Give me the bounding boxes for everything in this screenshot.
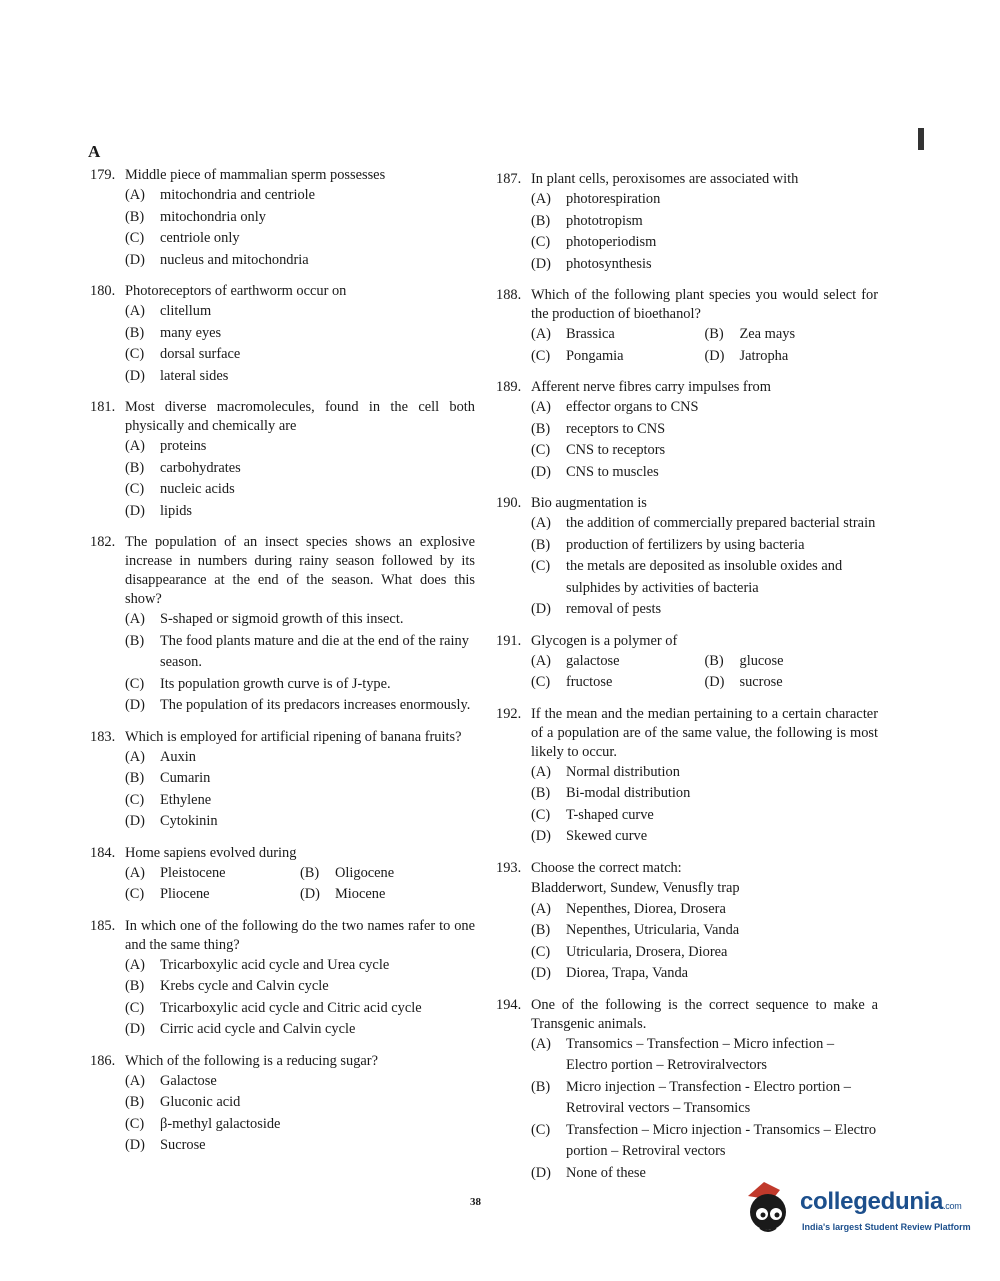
question-header <box>90 1052 475 1071</box>
option-text: Gluconic acid <box>160 1094 241 1110</box>
question-text: Photoreceptors of earthworm occur on <box>125 283 347 299</box>
question-block <box>496 378 878 483</box>
question-text: Which is employed for artificial ripening of banana fruits? <box>125 728 462 745</box>
right-column <box>496 170 878 1195</box>
option-label: (A) <box>531 515 551 531</box>
option-label: (D) <box>531 828 551 844</box>
option-label: (D) <box>125 367 145 384</box>
logo-wordmark: collegedunia.com <box>800 1188 962 1215</box>
option-label: (A) <box>531 399 551 415</box>
options-grid <box>531 651 878 694</box>
option-row <box>125 747 475 769</box>
question-block <box>496 859 878 985</box>
question-number: 187. <box>496 171 522 187</box>
question-number: 188. <box>496 287 522 303</box>
options-grid <box>125 863 475 906</box>
option-row <box>531 783 878 805</box>
question-number: 180. <box>90 283 116 299</box>
option-label: (D) <box>704 347 725 364</box>
question-block <box>496 632 878 694</box>
option-row <box>125 1114 475 1136</box>
option-label: (B) <box>300 864 320 881</box>
options-list <box>531 1034 878 1185</box>
option-label: (A) <box>125 1072 145 1089</box>
option-row <box>531 899 878 921</box>
option-label: (C) <box>125 1115 145 1132</box>
question-text: If the mean and the median pertaining to a certain character of a population are of the same value, the following is most likely to occur. <box>531 705 878 760</box>
option-label: (C) <box>125 886 145 902</box>
option-row <box>531 1120 878 1163</box>
options-list <box>125 436 475 522</box>
option-text: Its population growth curve is of J-type. <box>160 675 391 692</box>
question-block <box>90 533 475 717</box>
question-number: 185. <box>90 917 116 934</box>
option-label: (B) <box>125 459 145 476</box>
option-text: lipids <box>160 502 192 519</box>
question-block <box>90 166 475 271</box>
option-row <box>531 651 705 673</box>
option-text: Bi-modal distribution <box>566 785 691 801</box>
option-text: receptors to CNS <box>566 420 666 437</box>
question-header <box>90 398 475 436</box>
question-text: Bio augmentation is <box>531 495 647 511</box>
question-header <box>496 170 878 189</box>
option-label: (A) <box>531 191 551 207</box>
option-row <box>125 631 475 674</box>
option-text: mitochondria only <box>160 208 266 225</box>
option-label: (C) <box>531 674 551 690</box>
option-row <box>531 826 878 848</box>
option-text: Brassica <box>566 326 615 342</box>
option-label: (C) <box>531 806 551 823</box>
option-label: (D) <box>125 1137 145 1153</box>
question-number: 181. <box>90 399 116 415</box>
option-row <box>531 963 878 985</box>
options-list <box>125 955 475 1041</box>
option-label: (B) <box>704 652 724 669</box>
option-label: (C) <box>531 234 551 250</box>
question-header <box>496 632 878 651</box>
option-label: (A) <box>531 652 551 669</box>
option-label: (D) <box>531 601 551 617</box>
option-text: β-methyl galactoside <box>160 1115 281 1132</box>
question-text: Most diverse macromolecules, found in the cell both physically and chemically are <box>125 399 475 434</box>
option-label: (C) <box>531 1121 551 1138</box>
logo-tagline: India's largest Student Review Platform <box>802 1222 971 1232</box>
question-number: 194. <box>496 996 522 1013</box>
question-text: The population of an insect species shows an explosive increase in numbers during rainy season followed by its disappearance at the end of the season. What does this show? <box>125 534 475 607</box>
option-row <box>531 762 878 784</box>
options-list <box>125 609 475 717</box>
option-label: (B) <box>531 536 551 553</box>
option-label: (A) <box>125 956 145 973</box>
options-list <box>125 185 475 271</box>
option-text: Pongamia <box>566 347 624 364</box>
question-number: 182. <box>90 534 116 550</box>
option-label: (D) <box>125 697 145 713</box>
option-text: Transfection – Micro injection - Transomics – Electro portion – Retroviral vectors <box>566 1121 877 1159</box>
option-row <box>531 440 878 462</box>
option-text: sucrose <box>739 674 783 690</box>
question-header <box>90 533 475 609</box>
options-list <box>531 899 878 985</box>
option-row <box>125 811 475 833</box>
options-list <box>531 762 878 848</box>
option-label: (A) <box>531 900 551 917</box>
option-text: Transomics – Transfection – Micro infection – Electro portion – Retroviralvectors <box>566 1035 835 1073</box>
question-block <box>90 398 475 522</box>
option-row <box>705 651 879 673</box>
option-text: Sucrose <box>160 1137 206 1153</box>
option-text: Ethylene <box>160 791 212 808</box>
option-text: photorespiration <box>566 191 661 207</box>
option-row <box>125 998 475 1020</box>
option-label: (C) <box>125 999 145 1016</box>
option-row <box>531 254 878 276</box>
option-row <box>705 324 879 346</box>
question-number: 179. <box>90 167 116 183</box>
question-block <box>496 996 878 1185</box>
question-number: 189. <box>496 379 522 395</box>
option-label: (D) <box>300 886 320 902</box>
option-row <box>125 1135 475 1157</box>
option-row <box>125 790 475 812</box>
option-row <box>531 324 705 346</box>
option-text: fructose <box>566 674 613 690</box>
option-text: nucleus and mitochondria <box>160 251 309 268</box>
question-text: In plant cells, peroxisomes are associated with <box>531 171 799 187</box>
option-text: Jatropha <box>739 347 789 364</box>
option-label: (B) <box>125 324 145 341</box>
option-label: (A) <box>125 303 145 319</box>
option-row <box>531 920 878 942</box>
option-text: Galactose <box>160 1072 217 1089</box>
option-row <box>125 501 475 523</box>
question-number: 190. <box>496 495 522 511</box>
option-text: Miocene <box>335 886 386 902</box>
option-text: Micro injection – Transfection - Electro portion – Retroviral vectors – Transomics <box>566 1078 851 1116</box>
question-header <box>90 844 475 863</box>
option-text: Pliocene <box>160 886 210 902</box>
question-header <box>496 286 878 324</box>
option-text: T-shaped curve <box>566 806 654 823</box>
page-letter: A <box>88 142 101 161</box>
option-row <box>125 884 300 906</box>
option-text: Utricularia, Drosera, Diorea <box>566 943 728 960</box>
option-text: clitellum <box>160 303 212 319</box>
option-label: (B) <box>531 785 551 801</box>
option-text: production of fertilizers by using bacteria <box>566 536 805 553</box>
option-row <box>125 323 475 345</box>
option-text: Zea mays <box>739 326 796 342</box>
question-number: 192. <box>496 705 522 722</box>
option-row <box>531 462 878 484</box>
option-row <box>125 674 475 696</box>
option-row <box>125 609 475 631</box>
option-label: (C) <box>125 791 145 808</box>
option-label: (A) <box>531 763 551 780</box>
question-header <box>496 494 878 513</box>
option-row <box>125 1071 475 1093</box>
option-label: (D) <box>704 674 725 690</box>
option-text: Cumarin <box>160 770 211 786</box>
option-row <box>125 344 475 366</box>
option-label: (B) <box>125 770 145 786</box>
option-row <box>125 1092 475 1114</box>
mascot-icon <box>742 1178 798 1242</box>
option-row <box>531 942 878 964</box>
options-list <box>125 747 475 833</box>
option-text: Skewed curve <box>566 828 648 844</box>
question-text: Home sapiens evolved during <box>125 844 297 861</box>
question-text: Glycogen is a polymer of <box>531 632 678 649</box>
option-label: (C) <box>531 943 551 960</box>
options-list <box>531 513 878 621</box>
option-text: Normal distribution <box>566 763 680 780</box>
option-label: (A) <box>125 748 145 765</box>
option-text: Pleistocene <box>160 864 226 881</box>
option-row <box>125 768 475 790</box>
option-label: (A) <box>531 326 551 342</box>
question-header <box>90 728 475 747</box>
option-row <box>531 397 878 419</box>
option-text: Cirric acid cycle and Calvin cycle <box>160 1021 356 1037</box>
option-label: (C) <box>125 230 145 246</box>
question-block <box>496 286 878 367</box>
option-label: (C) <box>125 481 145 497</box>
options-list <box>531 397 878 483</box>
option-row <box>125 479 475 501</box>
question-block <box>90 1052 475 1157</box>
option-label: (B) <box>531 420 551 437</box>
left-column <box>90 166 475 1168</box>
option-label: (C) <box>125 346 145 362</box>
question-block <box>496 494 878 621</box>
question-number: 191. <box>496 632 522 649</box>
option-label: (A) <box>125 187 145 203</box>
option-row <box>125 863 300 885</box>
option-text: Krebs cycle and Calvin cycle <box>160 978 329 994</box>
option-text: dorsal surface <box>160 346 241 362</box>
option-text: The population of its predacors increases enormously. <box>160 697 471 713</box>
option-text: centriole only <box>160 230 240 246</box>
option-text: glucose <box>739 652 784 669</box>
option-row <box>125 955 475 977</box>
question-number: 186. <box>90 1052 116 1069</box>
option-row <box>125 185 475 207</box>
option-label: (D) <box>531 1164 551 1181</box>
option-label: (B) <box>125 632 145 649</box>
option-row <box>125 250 475 272</box>
option-text: removal of pests <box>566 601 662 617</box>
question-number: 183. <box>90 728 116 745</box>
option-label: (B) <box>125 208 145 225</box>
option-row <box>531 805 878 827</box>
option-text: Oligocene <box>335 864 395 881</box>
option-label: (B) <box>125 1094 145 1110</box>
option-row <box>705 672 879 694</box>
option-text: Nepenthes, Diorea, Drosera <box>566 900 726 917</box>
question-header <box>496 859 878 878</box>
question-block <box>90 282 475 387</box>
option-label: (B) <box>531 1078 551 1095</box>
scan-mark <box>918 128 924 150</box>
option-label: (D) <box>531 965 551 981</box>
option-label: (A) <box>531 1035 551 1052</box>
option-text: S-shaped or sigmoid growth of this insect. <box>160 611 404 627</box>
option-text: the metals are deposited as insoluble oxides and sulphides by activities of bacteria <box>566 558 843 596</box>
option-text: photoperiodism <box>566 234 657 250</box>
option-text: Tricarboxylic acid cycle and Urea cycle <box>160 956 390 973</box>
option-label: (A) <box>125 438 145 454</box>
option-label: (B) <box>531 212 551 229</box>
option-row <box>531 599 878 621</box>
option-row <box>125 436 475 458</box>
question-block <box>496 705 878 848</box>
option-text: effector organs to CNS <box>566 399 699 415</box>
option-label: (A) <box>125 611 145 627</box>
option-text: Auxin <box>160 748 196 765</box>
option-text: Diorea, Trapa, Vanda <box>566 965 689 981</box>
question-header <box>496 996 878 1034</box>
question-subtext: Bladderwort, Sundew, Venusfly trap <box>531 879 740 896</box>
option-row <box>125 366 475 388</box>
option-row <box>531 232 878 254</box>
options-list <box>125 1071 475 1157</box>
question-text: Which of the following plant species you would select for the production of bioethanol? <box>531 287 878 322</box>
option-label: (D) <box>125 1021 145 1037</box>
option-row <box>125 695 475 717</box>
option-row <box>300 884 475 906</box>
question-text: One of the following is the correct sequence to make a Transgenic animals. <box>531 996 878 1032</box>
option-row <box>300 863 475 885</box>
option-row <box>125 976 475 998</box>
question-text: Which of the following is a reducing sugar? <box>125 1052 378 1069</box>
option-text: phototropism <box>566 212 643 229</box>
option-label: (C) <box>531 558 551 574</box>
option-text: mitochondria and centriole <box>160 187 316 203</box>
option-row <box>531 535 878 557</box>
option-label: (C) <box>125 675 145 692</box>
question-block <box>90 917 475 1041</box>
option-text: The food plants mature and die at the end of the rainy season. <box>160 632 469 670</box>
option-text: lateral sides <box>160 367 229 384</box>
option-text: galactose <box>566 652 620 669</box>
option-text: many eyes <box>160 324 222 341</box>
question-text: Choose the correct match: <box>531 859 682 876</box>
option-label: (B) <box>125 978 145 994</box>
question-header <box>496 378 878 397</box>
option-text: Tricarboxylic acid cycle and Citric acid cycle <box>160 999 422 1016</box>
question-header <box>496 705 878 762</box>
option-row <box>531 1034 878 1077</box>
option-label: (D) <box>125 251 145 268</box>
question-number: 184. <box>90 844 116 861</box>
question-header <box>90 917 475 955</box>
question-text: Middle piece of mammalian sperm possesses <box>125 167 386 183</box>
option-label: (D) <box>531 255 551 272</box>
question-text: Afferent nerve fibres carry impulses from <box>531 379 771 395</box>
option-label: (D) <box>125 813 145 829</box>
question-text: In which one of the following do the two names rafer to one and the same thing? <box>125 917 475 953</box>
option-row <box>531 1077 878 1120</box>
option-text: photosynthesis <box>566 255 652 272</box>
option-text: Cytokinin <box>160 813 218 829</box>
question-block <box>496 170 878 275</box>
option-text: carbohydrates <box>160 459 241 476</box>
options-list <box>531 189 878 275</box>
option-row <box>125 458 475 480</box>
option-text: the addition of commercially prepared bacterial strain <box>566 515 876 531</box>
options-list <box>125 301 475 387</box>
option-text: proteins <box>160 438 207 454</box>
option-text: CNS to receptors <box>566 442 666 458</box>
option-text: nucleic acids <box>160 481 235 497</box>
option-row <box>531 189 878 211</box>
question-block <box>90 728 475 833</box>
option-label: (C) <box>531 442 551 458</box>
option-text: CNS to muscles <box>566 463 659 480</box>
option-row <box>125 1019 475 1041</box>
question-header <box>90 282 475 301</box>
option-row <box>125 207 475 229</box>
option-text: None of these <box>566 1164 646 1181</box>
question-number: 193. <box>496 859 522 876</box>
option-label: (D) <box>125 502 145 519</box>
option-row <box>531 556 878 599</box>
option-row <box>125 301 475 323</box>
collegedunia-logo[interactable] <box>742 1178 972 1248</box>
option-row <box>125 228 475 250</box>
option-row <box>531 419 878 441</box>
question-block <box>90 844 475 906</box>
option-row <box>531 346 705 368</box>
option-label: (A) <box>125 864 145 881</box>
question-header <box>90 166 475 185</box>
page-number: 38 <box>470 1196 481 1208</box>
option-text: Nepenthes, Utricularia, Vanda <box>566 922 740 938</box>
option-row <box>531 513 878 535</box>
option-label: (C) <box>531 347 551 364</box>
options-grid <box>531 324 878 367</box>
option-row <box>531 211 878 233</box>
option-label: (D) <box>531 463 551 480</box>
option-label: (B) <box>531 922 551 938</box>
option-row <box>705 346 879 368</box>
option-row <box>531 672 705 694</box>
option-label: (B) <box>704 326 724 342</box>
